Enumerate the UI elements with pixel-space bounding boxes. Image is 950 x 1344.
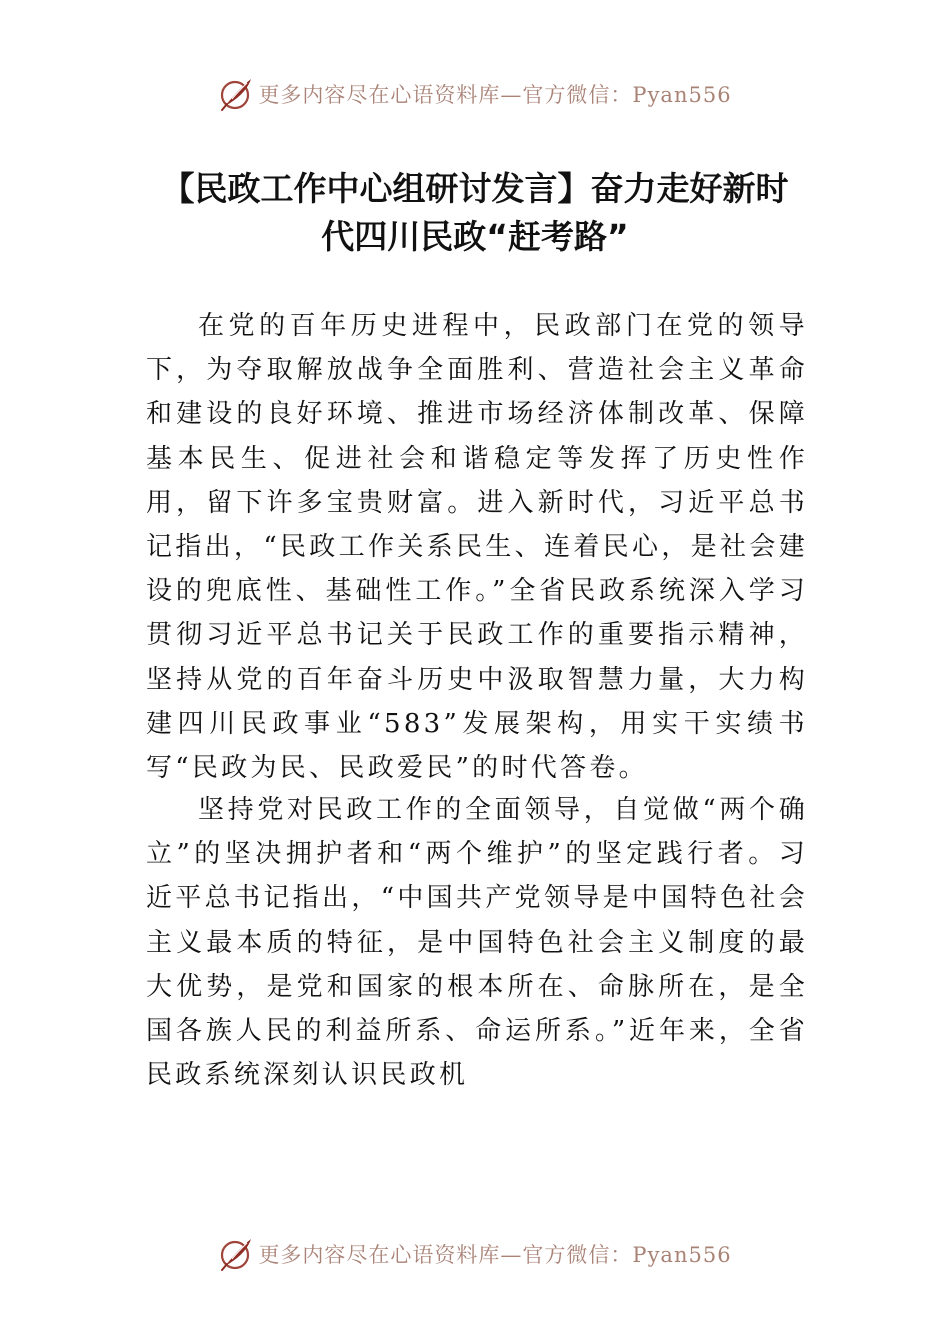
footer-banner [0,1232,950,1276]
header-banner-text: 更多内容尽在心语资料库—官方微信：Pyan556 [258,83,732,107]
quill-logo-icon [218,76,254,112]
quill-logo-icon [218,1236,254,1272]
title-line-1: 【民政工作中心组研讨发言】奋力走好新时 [161,169,789,208]
header-banner [0,72,950,116]
title-line-2: 代四川民政“赶考路” [321,217,629,256]
document-title [120,165,830,261]
body-paragraph-1: 在党的百年历史进程中，民政部门在党的领导下，为夺取解放战争全面胜利、营造社会主义革命和建设的良好环境、推进市场经济体制改革、保障基本民生、促进社会和谐稳定等发挥了历史性作用，留下许多宝贵财富。进入新时代，习近平总书记指出，“民政工作关系民生、连着民心，是社会建设的兜底性、基础性工作。”全省民政系统深入学习贯彻习近平总书记关于民政工作的重要指示精神，坚持从党的百年奋斗历史中汲取智慧力量，大力构建四川民政事业“583”发展架构，用实干实绩书写“民政为民、民政爱民”的时代答卷。 [146,311,808,784]
footer-banner-text: 更多内容尽在心语资料库—官方微信：Pyan556 [258,1243,732,1267]
body-paragraph-2: 坚持党对民政工作的全面领导，自觉做“两个确立”的坚决拥护者和“两个维护”的坚定践行者。习近平总书记指出，“中国共产党领导是中国特色社会主义最本质的特征，是中国特色社会主义制度的最大优势，是党和国家的根本所在、命脉所在，是全国各族人民的利益所系、命运所系。”近年来，全省民政系统深刻认识民政机 [146,795,808,1091]
